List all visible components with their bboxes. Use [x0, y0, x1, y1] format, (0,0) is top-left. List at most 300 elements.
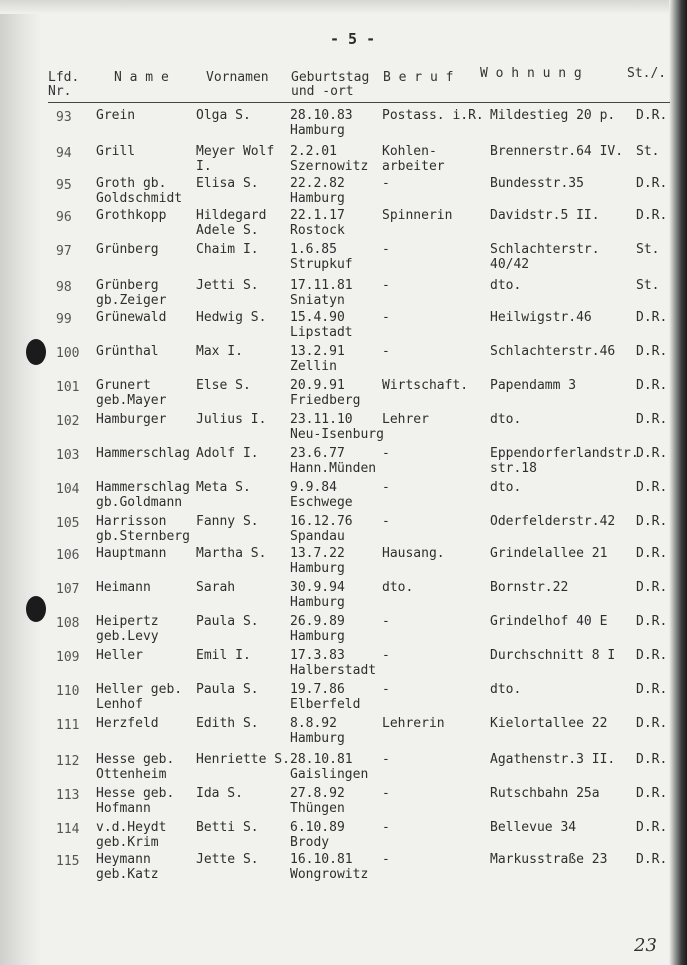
row-birth-line: 22.2.82: [290, 176, 345, 191]
row-st: [636, 752, 667, 767]
row-name-line: Grein: [96, 108, 136, 123]
row-vorname: [196, 344, 243, 359]
row-number: [56, 346, 79, 361]
table-row: [0, 480, 687, 516]
row-number-line: 97: [56, 244, 72, 259]
row-beruf-line: -: [382, 648, 390, 663]
row-birth: [290, 614, 345, 644]
row-number: [56, 110, 72, 125]
row-vorname-line: Hedwig S.: [196, 310, 267, 325]
row-beruf-line: -: [382, 278, 390, 293]
row-beruf: [382, 546, 445, 561]
row-wohnung-line: Schlachterstr.46: [490, 344, 616, 359]
row-wohnung-line: Heilwigstr.46: [490, 310, 592, 325]
row-number-line: 107: [56, 582, 80, 597]
row-beruf-line: -: [382, 446, 390, 461]
row-number: [56, 754, 79, 769]
row-vorname-line: Else S.: [196, 378, 251, 393]
row-beruf-line: Lehrerin: [382, 716, 445, 731]
table-row: [0, 514, 687, 550]
row-st-line: D.R.: [636, 546, 668, 561]
row-vorname-line: Chaim I.: [196, 242, 259, 257]
row-name-line: Grunert: [96, 378, 151, 393]
row-name-line: Grill: [96, 144, 136, 159]
row-number-line: 104: [56, 482, 80, 497]
row-wohnung-line: dto.: [490, 682, 522, 697]
row-wohnung: [490, 648, 615, 663]
row-wohnung: [490, 852, 607, 867]
row-beruf-line: -: [382, 682, 390, 697]
row-name-line: Groth gb.: [96, 176, 167, 191]
row-name-line: Grünthal: [96, 344, 159, 359]
row-st: [636, 310, 667, 325]
row-wohnung-line: Schlachterstr.: [490, 242, 600, 257]
row-vorname-line: Max I.: [196, 344, 243, 359]
row-beruf-line: -: [382, 242, 390, 257]
row-beruf-line: -: [382, 752, 390, 767]
row-st: [636, 176, 667, 191]
row-st-line: D.R.: [636, 820, 668, 835]
row-wohnung-line: Davidstr.5 II.: [490, 208, 600, 223]
row-st: [636, 378, 667, 393]
row-beruf-line: Hausang.: [382, 546, 445, 561]
row-birth-line: Halberstadt: [290, 663, 377, 678]
row-wohnung: [490, 108, 615, 123]
row-vorname-line: Julius I.: [196, 412, 267, 427]
row-wohnung-line: Markusstraße 23: [490, 852, 608, 867]
row-name: [96, 446, 190, 461]
row-birth: [290, 546, 345, 576]
row-beruf-line: dto.: [382, 580, 414, 595]
row-vorname: [196, 514, 259, 529]
row-number-line: 115: [56, 854, 80, 869]
row-beruf-line: arbeiter: [382, 159, 445, 174]
row-name: [96, 614, 159, 644]
row-number: [56, 684, 79, 699]
row-number-line: 114: [56, 822, 80, 837]
header-nr: Nr.: [48, 84, 72, 99]
row-vorname: [196, 108, 251, 123]
row-beruf: [382, 344, 390, 359]
row-vorname-line: Elisa S.: [196, 176, 259, 191]
row-beruf: [382, 242, 390, 257]
header-name: N a m e: [114, 70, 169, 85]
row-birth-line: Hamburg: [290, 595, 345, 610]
row-vorname: [196, 716, 259, 731]
row-wohnung: [490, 176, 584, 191]
row-birth-line: 30.9.94: [290, 580, 345, 595]
row-name: [96, 820, 166, 850]
row-st: [636, 514, 667, 529]
row-beruf: [382, 480, 390, 495]
row-wohnung: [490, 716, 607, 731]
row-vorname: [196, 820, 259, 835]
row-st: [636, 546, 667, 561]
table-row: [0, 144, 687, 180]
row-birth: [290, 682, 360, 712]
row-vorname-line: I.: [196, 159, 212, 174]
row-beruf-line: -: [382, 820, 390, 835]
row-number: [56, 178, 72, 193]
table-row: [0, 108, 687, 144]
row-birth-line: Brody: [290, 835, 330, 850]
table-row: [0, 344, 687, 380]
table-row: [0, 786, 687, 822]
row-birth-line: 28.10.81: [290, 752, 353, 767]
row-st: [636, 412, 667, 427]
row-birth: [290, 648, 376, 678]
row-vorname: [196, 208, 266, 238]
row-wohnung-line: Kielortallee 22: [490, 716, 608, 731]
row-name-line: geb.Katz: [96, 867, 159, 882]
row-birth-line: Rostock: [290, 223, 345, 238]
table-row: [0, 820, 687, 856]
row-beruf-line: -: [382, 344, 390, 359]
row-st: [636, 820, 667, 835]
row-name-line: Hammerschlag: [96, 480, 190, 495]
row-wohnung: [490, 208, 600, 223]
row-st: [636, 682, 667, 697]
row-st: [636, 446, 667, 461]
row-birth-line: 26.9.89: [290, 614, 345, 629]
row-beruf: [382, 176, 390, 191]
row-birth-line: 23.6.77: [290, 446, 345, 461]
row-name-line: Heipertz: [96, 614, 159, 629]
row-birth-line: 19.7.86: [290, 682, 345, 697]
row-birth: [290, 580, 345, 610]
row-beruf: [382, 514, 390, 529]
row-name-line: Hofmann: [96, 801, 151, 816]
row-wohnung-line: Eppendorferlandstr.: [490, 446, 639, 461]
row-beruf: [382, 752, 390, 767]
row-birth: [290, 446, 376, 476]
row-number-line: 99: [56, 312, 72, 327]
row-birth-line: Hamburg: [290, 123, 345, 138]
row-wohnung: [490, 682, 521, 697]
row-st-line: D.R.: [636, 514, 668, 529]
row-number: [56, 210, 72, 225]
row-vorname-line: Paula S.: [196, 614, 259, 629]
row-birth: [290, 242, 353, 272]
row-wohnung-line: 40/42: [490, 257, 530, 272]
row-vorname-line: Sarah: [196, 580, 236, 595]
row-vorname: [196, 480, 251, 495]
table-row: [0, 412, 687, 448]
row-name: [96, 786, 174, 816]
row-number: [56, 616, 79, 631]
row-vorname-line: Meyer Wolf: [196, 144, 275, 159]
row-st-line: D.R.: [636, 378, 668, 393]
header-rule: [48, 102, 670, 103]
row-vorname: [196, 786, 243, 801]
row-vorname: [196, 682, 259, 697]
row-number-line: 111: [56, 718, 80, 733]
row-number: [56, 788, 79, 803]
row-vorname: [196, 546, 266, 561]
table-row: [0, 242, 687, 278]
row-name: [96, 310, 166, 325]
row-beruf: [382, 716, 445, 731]
row-number: [56, 448, 79, 463]
row-vorname: [196, 310, 266, 325]
row-birth-line: 6.10.89: [290, 820, 345, 835]
row-number-line: 103: [56, 448, 80, 463]
row-number: [56, 582, 79, 597]
row-birth-line: 15.4.90: [290, 310, 345, 325]
row-number: [56, 146, 72, 161]
row-vorname-line: Emil I.: [196, 648, 251, 663]
row-beruf: [382, 108, 484, 123]
row-wohnung-line: Bundesstr.35: [490, 176, 584, 191]
row-birth-line: 17.11.81: [290, 278, 353, 293]
row-number: [56, 516, 79, 531]
table-row: [0, 310, 687, 346]
row-vorname: [196, 176, 259, 191]
row-beruf: [382, 310, 390, 325]
row-name-line: geb.Mayer: [96, 393, 167, 408]
row-birth-line: Wongrowitz: [290, 867, 369, 882]
header-beruf: B e r u f: [383, 70, 454, 85]
header-wohnung: W o h n u n g: [480, 66, 582, 81]
row-vorname: [196, 278, 259, 293]
row-beruf: [382, 852, 390, 867]
row-number: [56, 718, 79, 733]
row-beruf: [382, 278, 390, 293]
row-wohnung: [490, 480, 521, 495]
row-name-line: Hauptmann: [96, 546, 167, 561]
row-number: [56, 414, 79, 429]
row-beruf-line: Kohlen-: [382, 144, 437, 159]
row-vorname: [196, 242, 259, 257]
row-beruf-line: Lehrer: [382, 412, 429, 427]
row-wohnung: [490, 242, 600, 272]
row-number-line: 106: [56, 548, 80, 563]
row-wohnung-line: str.18: [490, 461, 537, 476]
row-wohnung: [490, 446, 639, 476]
row-name: [96, 716, 159, 731]
row-vorname-line: Meta S.: [196, 480, 251, 495]
row-birth-line: Gaislingen: [290, 767, 369, 782]
row-name: [96, 176, 182, 206]
row-st-line: D.R.: [636, 344, 668, 359]
row-number-line: 108: [56, 616, 80, 631]
row-st: [636, 480, 667, 495]
row-vorname: [196, 752, 290, 767]
row-beruf-line: Spinnerin: [382, 208, 453, 223]
row-birth: [290, 344, 345, 374]
row-wohnung-line: Grindelhof 40 E: [490, 614, 608, 629]
row-birth: [290, 820, 345, 850]
row-st: [636, 208, 667, 223]
row-name: [96, 378, 166, 408]
row-wohnung-line: Agathenstr.3 II.: [490, 752, 616, 767]
row-vorname-line: Jetti S.: [196, 278, 259, 293]
row-birth: [290, 144, 368, 174]
row-vorname-line: Edith S.: [196, 716, 259, 731]
row-st-line: D.R.: [636, 310, 668, 325]
row-birth-line: 22.1.17: [290, 208, 345, 223]
row-st: [636, 344, 667, 359]
row-vorname: [196, 852, 259, 867]
row-st-line: D.R.: [636, 614, 668, 629]
row-beruf: [382, 648, 390, 663]
row-birth-line: 1.6.85: [290, 242, 337, 257]
row-name-line: Harrisson: [96, 514, 167, 529]
row-name-line: Grothkopp: [96, 208, 167, 223]
row-st-line: St.: [636, 144, 660, 159]
table-row: [0, 682, 687, 718]
row-name-line: v.d.Heydt: [96, 820, 167, 835]
table-row: [0, 208, 687, 244]
row-vorname-line: Adolf I.: [196, 446, 259, 461]
row-vorname-line: Fanny S.: [196, 514, 259, 529]
row-beruf: [382, 144, 445, 174]
row-st-line: St.: [636, 278, 660, 293]
row-st: [636, 108, 667, 123]
row-number-line: 105: [56, 516, 80, 531]
row-birth-line: 27.8.92: [290, 786, 345, 801]
handwritten-page-mark: 23: [634, 935, 657, 956]
table-row: [0, 614, 687, 650]
row-birth-line: 16.10.81: [290, 852, 353, 867]
row-birth-line: 8.8.92: [290, 716, 337, 731]
row-vorname-line: Adele S.: [196, 223, 259, 238]
row-birth-line: Hamburg: [290, 629, 345, 644]
row-name: [96, 546, 166, 561]
row-name-line: Hesse geb.: [96, 752, 175, 767]
row-birth: [290, 752, 368, 782]
table-row: [0, 648, 687, 684]
row-name-line: Heimann: [96, 580, 151, 595]
row-number-line: 95: [56, 178, 72, 193]
row-number-line: 101: [56, 380, 80, 395]
row-st-line: D.R.: [636, 682, 668, 697]
row-birth-line: Sniatyn: [290, 293, 345, 308]
row-wohnung: [490, 580, 568, 595]
row-name-line: Heller: [96, 648, 143, 663]
row-wohnung: [490, 614, 607, 629]
row-beruf: [382, 378, 468, 393]
row-beruf-line: -: [382, 786, 390, 801]
header-lfd: Lfd.: [48, 70, 80, 85]
row-st-line: D.R.: [636, 752, 668, 767]
row-beruf: [382, 412, 429, 427]
row-wohnung: [490, 310, 592, 325]
row-name-line: geb.Levy: [96, 629, 159, 644]
row-name-line: Heymann: [96, 852, 151, 867]
row-name: [96, 242, 159, 257]
row-birth: [290, 412, 384, 442]
row-beruf: [382, 446, 390, 461]
row-st: [636, 614, 667, 629]
page-number: - 5 -: [330, 30, 376, 48]
table-row: [0, 852, 687, 888]
table-row: [0, 278, 687, 314]
header-vornamen: Vornamen: [206, 70, 269, 85]
row-number: [56, 822, 79, 837]
row-birth: [290, 208, 345, 238]
row-wohnung: [490, 786, 600, 801]
table-row: [0, 546, 687, 582]
row-beruf: [382, 820, 390, 835]
table-row: [0, 446, 687, 482]
row-birth: [290, 108, 353, 138]
row-st: [636, 278, 659, 293]
row-number: [56, 854, 79, 869]
row-name: [96, 514, 190, 544]
row-beruf-line: Postass. i.R.: [382, 108, 484, 123]
row-vorname-line: Hildegard: [196, 208, 267, 223]
row-name: [96, 648, 143, 663]
row-number-line: 100: [56, 346, 80, 361]
row-name-line: Lenhof: [96, 697, 143, 712]
row-beruf-line: Wirtschaft.: [382, 378, 469, 393]
row-beruf-line: -: [382, 310, 390, 325]
row-birth: [290, 176, 345, 206]
row-number-line: 110: [56, 684, 80, 699]
row-birth-line: 13.7.22: [290, 546, 345, 561]
row-wohnung: [490, 546, 607, 561]
row-wohnung-line: dto.: [490, 480, 522, 495]
row-birth-line: Zellin: [290, 359, 337, 374]
row-vorname-line: Jette S.: [196, 852, 259, 867]
row-name-line: gb.Goldmann: [96, 495, 183, 510]
row-wohnung-line: Oderfelderstr.42: [490, 514, 616, 529]
row-birth-line: Neu-Isenburg: [290, 427, 384, 442]
row-vorname: [196, 580, 235, 595]
row-vorname: [196, 614, 259, 629]
row-birth-line: Hann.Münden: [290, 461, 377, 476]
row-st-line: D.R.: [636, 108, 668, 123]
row-st: [636, 648, 667, 663]
row-vorname-line: Olga S.: [196, 108, 251, 123]
row-number-line: 94: [56, 146, 72, 161]
row-number: [56, 548, 79, 563]
row-st-line: St.: [636, 242, 660, 257]
row-wohnung-line: Grindelallee 21: [490, 546, 608, 561]
row-number-line: 93: [56, 110, 72, 125]
row-beruf: [382, 786, 390, 801]
row-number: [56, 280, 72, 295]
row-name-line: geb.Krim: [96, 835, 159, 850]
row-name-line: gb.Zeiger: [96, 293, 167, 308]
row-beruf-line: -: [382, 176, 390, 191]
row-st-line: D.R.: [636, 852, 668, 867]
row-name-line: Hamburger: [96, 412, 167, 427]
row-name-line: Hesse geb.: [96, 786, 175, 801]
row-name-line: gb.Sternberg: [96, 529, 190, 544]
row-birth-line: Strupkuf: [290, 257, 353, 272]
row-name: [96, 278, 166, 308]
row-name-line: Ottenheim: [96, 767, 167, 782]
row-name: [96, 144, 135, 159]
row-wohnung-line: Durchschnitt 8 I: [490, 648, 616, 663]
row-wohnung: [490, 820, 576, 835]
row-vorname-line: Henriette S.: [196, 752, 290, 767]
row-number-line: 98: [56, 280, 72, 295]
row-wohnung: [490, 752, 615, 767]
row-wohnung: [490, 144, 623, 159]
row-beruf: [382, 580, 413, 595]
row-st: [636, 242, 659, 257]
row-beruf-line: -: [382, 614, 390, 629]
row-number: [56, 380, 79, 395]
row-wohnung-line: Brennerstr.64 IV.: [490, 144, 624, 159]
row-birth-line: 9.9.84: [290, 480, 337, 495]
row-vorname: [196, 648, 251, 663]
row-name: [96, 580, 151, 595]
row-wohnung: [490, 378, 576, 393]
